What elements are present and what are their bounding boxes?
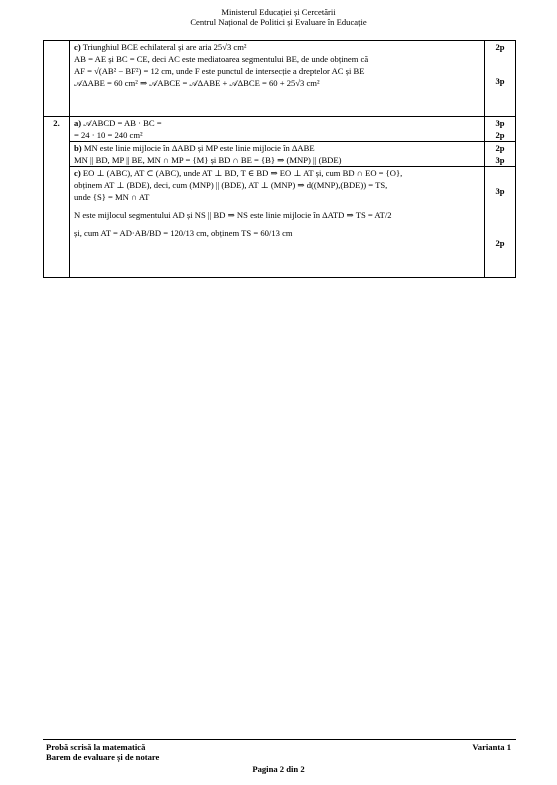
grading-table: [43, 40, 516, 278]
solution-2b: [70, 142, 485, 167]
row-problem1c: [44, 41, 516, 117]
line-2c-3: unde {S} = MN ∩ AT: [74, 192, 150, 202]
points-value: 3p: [495, 118, 505, 128]
footer-page-number: Pagina 2 din 2: [252, 764, 305, 774]
line-1c-3: AF = √(AB² − BF²) = 12 cm, unde F este punctul de intersecție a dreptelor AC și BE: [74, 66, 365, 76]
points-1c: [485, 41, 516, 117]
footer-barem-title: Barem de evaluare și de notare: [46, 752, 160, 762]
row-number-empty: [44, 41, 70, 117]
problem-number: 2.: [44, 117, 70, 278]
row-problem2a: [44, 117, 516, 142]
line-2c-2: obținem AT ⊥ (BDE), deci, cum (MNP) || (BDE), AT ⊥ (MNP) ⇒ d((MNP),(BDE)) = TS,: [74, 180, 388, 190]
points-value: 3p: [495, 155, 505, 165]
line-1c-2: AB = AE și BC = CE, deci AC este mediatoarea segmentului BE, de unde obținem că: [74, 54, 369, 64]
row-problem2c: [44, 167, 516, 278]
points-value: 2p: [495, 238, 505, 248]
footer-exam-title: Probă scrisă la matematică: [46, 742, 146, 752]
points-value: 3p: [495, 76, 505, 86]
header-ministry: Ministerul Educației și Cercetării: [221, 7, 336, 17]
line-2b-1: b) MN este linie mijlocie în ΔABD și MP este linie mijlocie în ΔABE: [74, 143, 315, 153]
line-2c-4: N este mijlocul segmentului AD și NS || BD ⇒ NS este linie mijlocie în ΔATD ⇒ TS = AT/2: [74, 210, 392, 220]
line-1c-1: c) Triunghiul BCE echilateral și are aria 25√3 cm²: [74, 42, 247, 52]
points-value: 2p: [495, 42, 505, 52]
row-problem2b: [44, 142, 516, 167]
footer-divider: [43, 739, 516, 740]
points-2b: [485, 142, 516, 167]
solution-2a: [70, 117, 485, 142]
line-2c-1: c) EO ⊥ (ABC), AT ⊂ (ABC), unde AT ⊥ BD, T ∈ BD ⇒ EO ⊥ AT și, cum BD ∩ EO = {O},: [74, 168, 403, 178]
points-2a: [485, 117, 516, 142]
line-2c-5: și, cum AT = AD·AB/BD = 120/13 cm, obținem TS = 60/13 cm: [74, 228, 293, 238]
line-2b-2: MN || BD, MP || BE, MN ∩ MP = {M} și BD ∩ BE = {B} ⇒ (MNP) || (BDE): [74, 155, 342, 165]
header-center: Centrul Național de Politici și Evaluare în Educație: [190, 17, 367, 27]
solution-2c: [70, 167, 485, 278]
footer-variant: Varianta 1: [472, 742, 511, 752]
line-2a-1: a) 𝒜ABCD = AB · BC =: [74, 118, 162, 128]
points-2c: [485, 167, 516, 278]
points-value: 2p: [495, 143, 505, 153]
line-1c-4: 𝒜ΔABE = 60 cm² ⇒ 𝒜ABCE = 𝒜ΔABE + 𝒜ΔBCE = 60 + 25√3 cm²: [74, 78, 320, 88]
footer-left: [46, 742, 159, 762]
points-value: 3p: [495, 186, 505, 196]
page-header: [0, 7, 557, 27]
points-value: 2p: [495, 130, 505, 140]
solution-1c: [70, 41, 485, 117]
line-2a-2: = 24 · 10 = 240 cm²: [74, 130, 143, 140]
